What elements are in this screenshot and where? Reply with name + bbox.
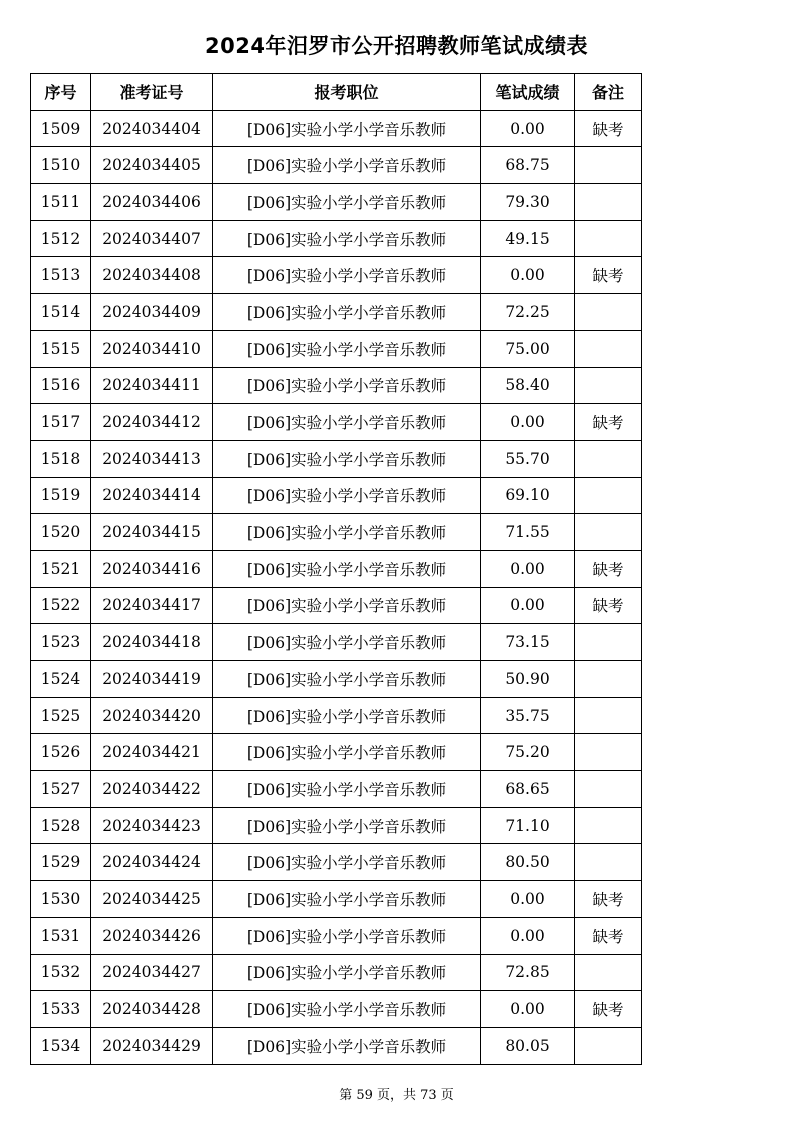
cell-seq: 1511 — [31, 184, 91, 221]
cell-note — [575, 807, 642, 844]
table-row — [31, 917, 642, 954]
cell-seq: 1512 — [31, 220, 91, 257]
cell-seq: 1526 — [31, 734, 91, 771]
cell-position: [D06]实验小学小学音乐教师 — [213, 110, 481, 147]
cell-position: [D06]实验小学小学音乐教师 — [213, 954, 481, 991]
cell-position: [D06]实验小学小学音乐教师 — [213, 1027, 481, 1064]
cell-exam-id: 2024034427 — [91, 954, 213, 991]
table-row — [31, 184, 642, 221]
cell-note — [575, 844, 642, 881]
table-row — [31, 330, 642, 367]
table-row — [31, 844, 642, 881]
cell-seq: 1529 — [31, 844, 91, 881]
cell-exam-id: 2024034405 — [91, 147, 213, 184]
cell-seq: 1517 — [31, 404, 91, 441]
cell-note — [575, 367, 642, 404]
cell-score: 68.75 — [481, 147, 575, 184]
cell-note — [575, 330, 642, 367]
cell-note: 缺考 — [575, 917, 642, 954]
cell-exam-id: 2024034415 — [91, 514, 213, 551]
cell-position: [D06]实验小学小学音乐教师 — [213, 257, 481, 294]
cell-position: [D06]实验小学小学音乐教师 — [213, 881, 481, 918]
cell-exam-id: 2024034420 — [91, 697, 213, 734]
table-row — [31, 550, 642, 587]
cell-seq: 1521 — [31, 550, 91, 587]
cell-seq: 1518 — [31, 440, 91, 477]
table-body — [31, 110, 642, 1064]
cell-position: [D06]实验小学小学音乐教师 — [213, 624, 481, 661]
cell-position: [D06]实验小学小学音乐教师 — [213, 184, 481, 221]
table-row — [31, 294, 642, 331]
cell-score: 35.75 — [481, 697, 575, 734]
table-row — [31, 771, 642, 808]
cell-seq: 1514 — [31, 294, 91, 331]
cell-note — [575, 184, 642, 221]
cell-position: [D06]实验小学小学音乐教师 — [213, 220, 481, 257]
cell-score: 80.05 — [481, 1027, 575, 1064]
cell-note: 缺考 — [575, 404, 642, 441]
cell-seq: 1513 — [31, 257, 91, 294]
cell-exam-id: 2024034418 — [91, 624, 213, 661]
cell-note — [575, 661, 642, 698]
cell-seq: 1533 — [31, 991, 91, 1028]
cell-score: 58.40 — [481, 367, 575, 404]
table-row — [31, 147, 642, 184]
cell-position: [D06]实验小学小学音乐教师 — [213, 587, 481, 624]
cell-score: 72.85 — [481, 954, 575, 991]
cell-seq: 1534 — [31, 1027, 91, 1064]
cell-note — [575, 954, 642, 991]
cell-note: 缺考 — [575, 587, 642, 624]
cell-position: [D06]实验小学小学音乐教师 — [213, 294, 481, 331]
cell-exam-id: 2024034426 — [91, 917, 213, 954]
cell-note — [575, 1027, 642, 1064]
cell-position: [D06]实验小学小学音乐教师 — [213, 991, 481, 1028]
cell-exam-id: 2024034421 — [91, 734, 213, 771]
cell-note — [575, 147, 642, 184]
cell-score: 0.00 — [481, 404, 575, 441]
cell-score: 69.10 — [481, 477, 575, 514]
cell-exam-id: 2024034416 — [91, 550, 213, 587]
cell-score: 0.00 — [481, 550, 575, 587]
cell-position: [D06]实验小学小学音乐教师 — [213, 917, 481, 954]
cell-note: 缺考 — [575, 550, 642, 587]
cell-score: 71.55 — [481, 514, 575, 551]
cell-position: [D06]实验小学小学音乐教师 — [213, 771, 481, 808]
cell-score: 55.70 — [481, 440, 575, 477]
header-score: 笔试成绩 — [481, 74, 575, 111]
cell-score: 0.00 — [481, 991, 575, 1028]
cell-position: [D06]实验小学小学音乐教师 — [213, 661, 481, 698]
cell-note — [575, 734, 642, 771]
cell-note: 缺考 — [575, 110, 642, 147]
cell-exam-id: 2024034407 — [91, 220, 213, 257]
cell-exam-id: 2024034411 — [91, 367, 213, 404]
cell-seq: 1530 — [31, 881, 91, 918]
table-row — [31, 257, 642, 294]
cell-score: 0.00 — [481, 587, 575, 624]
cell-exam-id: 2024034410 — [91, 330, 213, 367]
cell-exam-id: 2024034422 — [91, 771, 213, 808]
score-table — [30, 73, 642, 1065]
table-row — [31, 734, 642, 771]
cell-exam-id: 2024034425 — [91, 881, 213, 918]
table-row — [31, 587, 642, 624]
cell-exam-id: 2024034423 — [91, 807, 213, 844]
table-row — [31, 881, 642, 918]
cell-score: 50.90 — [481, 661, 575, 698]
cell-score: 75.20 — [481, 734, 575, 771]
table-row — [31, 367, 642, 404]
table-header-row — [31, 74, 642, 111]
cell-score: 68.65 — [481, 771, 575, 808]
cell-exam-id: 2024034419 — [91, 661, 213, 698]
cell-exam-id: 2024034428 — [91, 991, 213, 1028]
table-row — [31, 661, 642, 698]
cell-exam-id: 2024034413 — [91, 440, 213, 477]
table-row — [31, 954, 642, 991]
cell-note — [575, 294, 642, 331]
cell-note — [575, 624, 642, 661]
cell-seq: 1531 — [31, 917, 91, 954]
cell-seq: 1528 — [31, 807, 91, 844]
table-row — [31, 624, 642, 661]
cell-position: [D06]实验小学小学音乐教师 — [213, 404, 481, 441]
cell-seq: 1527 — [31, 771, 91, 808]
cell-note — [575, 477, 642, 514]
cell-note: 缺考 — [575, 881, 642, 918]
table-row — [31, 514, 642, 551]
header-note: 备注 — [575, 74, 642, 111]
cell-position: [D06]实验小学小学音乐教师 — [213, 807, 481, 844]
cell-score: 80.50 — [481, 844, 575, 881]
cell-note — [575, 771, 642, 808]
cell-position: [D06]实验小学小学音乐教师 — [213, 440, 481, 477]
cell-exam-id: 2024034409 — [91, 294, 213, 331]
cell-position: [D06]实验小学小学音乐教师 — [213, 550, 481, 587]
cell-score: 79.30 — [481, 184, 575, 221]
cell-note: 缺考 — [575, 257, 642, 294]
table-row — [31, 404, 642, 441]
table-row — [31, 220, 642, 257]
cell-position: [D06]实验小学小学音乐教师 — [213, 514, 481, 551]
cell-score: 71.10 — [481, 807, 575, 844]
cell-score: 73.15 — [481, 624, 575, 661]
cell-position: [D06]实验小学小学音乐教师 — [213, 367, 481, 404]
cell-seq: 1510 — [31, 147, 91, 184]
header-seq: 序号 — [31, 74, 91, 111]
cell-seq: 1520 — [31, 514, 91, 551]
cell-exam-id: 2024034406 — [91, 184, 213, 221]
cell-score: 0.00 — [481, 110, 575, 147]
cell-exam-id: 2024034424 — [91, 844, 213, 881]
cell-note — [575, 697, 642, 734]
cell-position: [D06]实验小学小学音乐教师 — [213, 147, 481, 184]
cell-exam-id: 2024034408 — [91, 257, 213, 294]
cell-exam-id: 2024034417 — [91, 587, 213, 624]
cell-seq: 1525 — [31, 697, 91, 734]
page-footer: 第 59 页，共 73 页 — [339, 1088, 454, 1103]
cell-seq: 1509 — [31, 110, 91, 147]
cell-seq: 1519 — [31, 477, 91, 514]
cell-exam-id: 2024034429 — [91, 1027, 213, 1064]
cell-seq: 1515 — [31, 330, 91, 367]
cell-seq: 1522 — [31, 587, 91, 624]
cell-position: [D06]实验小学小学音乐教师 — [213, 697, 481, 734]
table-row — [31, 110, 642, 147]
header-exam-id: 准考证号 — [91, 74, 213, 111]
cell-seq: 1523 — [31, 624, 91, 661]
cell-exam-id: 2024034412 — [91, 404, 213, 441]
cell-score: 49.15 — [481, 220, 575, 257]
cell-note — [575, 514, 642, 551]
cell-position: [D06]实验小学小学音乐教师 — [213, 734, 481, 771]
cell-seq: 1516 — [31, 367, 91, 404]
page-title: 2024年汨罗市公开招聘教师笔试成绩表 — [205, 34, 588, 58]
table-row — [31, 477, 642, 514]
table-row — [31, 991, 642, 1028]
cell-seq: 1524 — [31, 661, 91, 698]
cell-score: 0.00 — [481, 881, 575, 918]
cell-position: [D06]实验小学小学音乐教师 — [213, 477, 481, 514]
cell-seq: 1532 — [31, 954, 91, 991]
table-row — [31, 807, 642, 844]
cell-score: 72.25 — [481, 294, 575, 331]
cell-note — [575, 440, 642, 477]
cell-score: 0.00 — [481, 917, 575, 954]
table-row — [31, 697, 642, 734]
table-row — [31, 440, 642, 477]
cell-score: 75.00 — [481, 330, 575, 367]
cell-position: [D06]实验小学小学音乐教师 — [213, 330, 481, 367]
header-position: 报考职位 — [213, 74, 481, 111]
cell-exam-id: 2024034404 — [91, 110, 213, 147]
cell-score: 0.00 — [481, 257, 575, 294]
cell-position: [D06]实验小学小学音乐教师 — [213, 844, 481, 881]
table-row — [31, 1027, 642, 1064]
cell-note — [575, 220, 642, 257]
cell-exam-id: 2024034414 — [91, 477, 213, 514]
cell-note: 缺考 — [575, 991, 642, 1028]
